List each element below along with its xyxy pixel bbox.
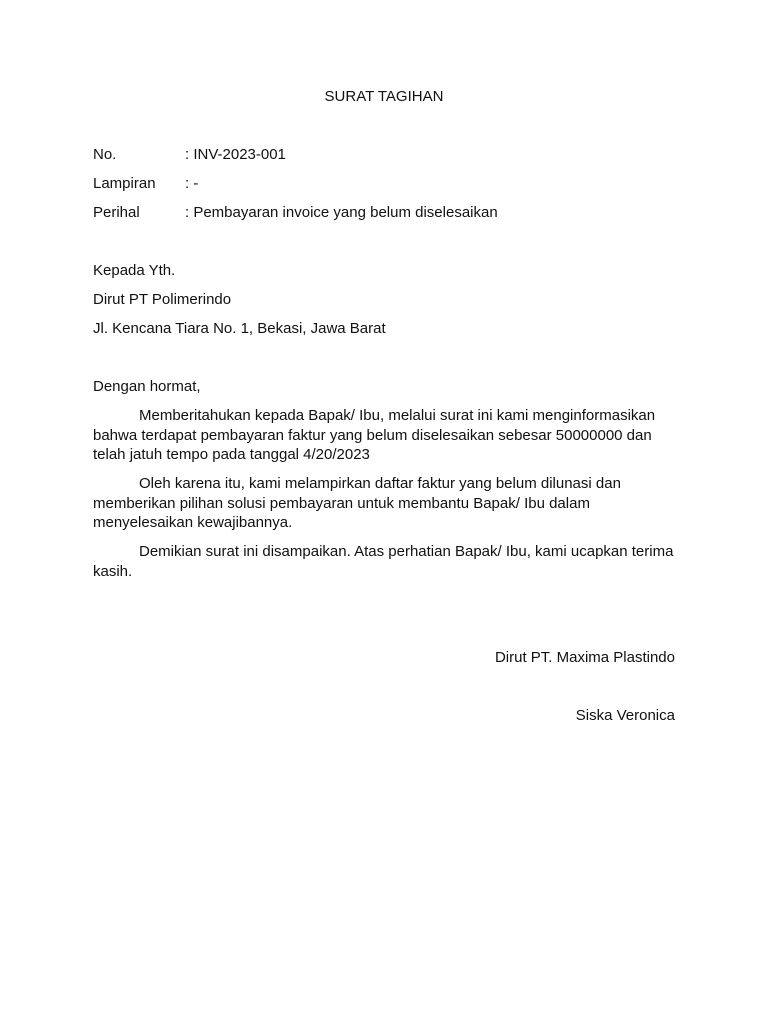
meta-value: : Pembayaran invoice yang belum diselesaikan <box>185 204 498 221</box>
recipient-name: Dirut PT Polimerindo <box>93 291 232 308</box>
meta-label: Perihal <box>93 204 140 221</box>
body-paragraph-3: Demikian surat ini disampaikan. Atas perhatian Bapak/ Ibu, kami ucapkan terima kasih. <box>93 543 674 580</box>
signature-position: Dirut PT. Maxima Plastindo <box>494 649 675 666</box>
recipient-address: Jl. Kencana Tiara No. 1, Bekasi, Jawa Barat <box>93 320 386 337</box>
meta-label: Lampiran <box>93 175 156 192</box>
body-paragraph-2: Oleh karena itu, kami melampirkan daftar faktur yang belum dilunasi dan memberikan pilihan solusi pembayaran untuk membantu Bapak/ Ibu dalam menyelesaikan kewajibannya. <box>93 475 621 531</box>
body-paragraph-1: Memberitahukan kepada Bapak/ Ibu, melalui surat ini kami menginformasikan bahwa terdapat pembayaran faktur yang belum diselesaikan sebesar 50000000 dan telah jatuh tempo pada tanggal 4/20/2023 <box>93 407 656 463</box>
meta-row-number <box>93 145 286 165</box>
salutation: Dengan hormat, <box>93 378 201 395</box>
meta-row-subject <box>93 203 498 223</box>
meta-value: : INV-2023-001 <box>185 146 286 163</box>
meta-value: : - <box>185 175 199 192</box>
meta-label: No. <box>93 146 117 163</box>
recipient-greeting: Kepada Yth. <box>93 262 176 279</box>
letter-title: SURAT TAGIHAN <box>324 88 444 105</box>
meta-row-attachment <box>93 174 198 194</box>
signature-name: Siska Veronica <box>575 707 675 724</box>
